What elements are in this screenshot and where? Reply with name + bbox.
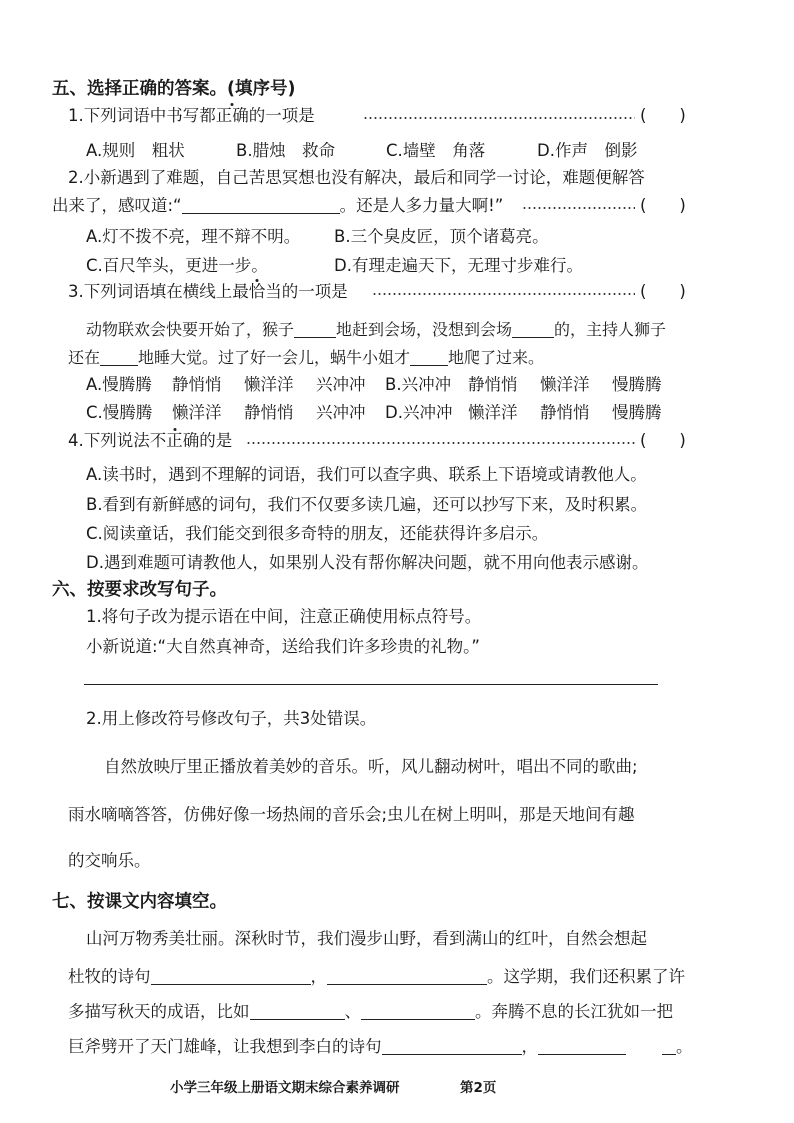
q2-answer-paren: ( ): [640, 196, 686, 215]
q3-blank-1[interactable]: [294, 321, 336, 338]
q3-answer-paren: ( ): [640, 282, 686, 301]
q3-blank-3[interactable]: [100, 349, 138, 366]
q2-option-b: B.三个臭皮匠，顶个诸葛亮。: [334, 227, 549, 246]
q3-blank-4[interactable]: [410, 349, 448, 366]
s7-blank-5[interactable]: [382, 1038, 522, 1055]
q4-option-d: D.遇到难题可请教他人，如果别人没有帮你解决问题，就不用向他表示感谢。: [86, 553, 649, 572]
leader-dots: [363, 117, 635, 119]
s7-line3: 多描写秋天的成语，比如 、 。奔腾不息的长江犹如一把: [68, 1002, 673, 1021]
q2-line1: 2.小新遇到了难题，自己苦思冥想也没有解决，最后和同学一讨论，难题便解答: [68, 168, 645, 187]
s7-blank-6[interactable]: [538, 1038, 626, 1055]
section-6-title: 六、按要求改写句子。: [52, 580, 227, 600]
q4-option-c: C.阅读童话，我们能交到很多奇特的朋友，还能获得许多启示。: [86, 524, 549, 543]
q2-option-a: A.灯不拨不亮，理不辩不明。: [86, 227, 301, 246]
q1-answer-paren: ( ): [640, 106, 686, 125]
s6-q2-para-line1: 自然放映厅里正播放着美妙的音乐。听，风儿翻动树叶，唱出不同的歌曲;: [104, 757, 638, 776]
q1-stem: 1.下列词语中书写都正确的一项是: [68, 106, 315, 125]
q4-answer-paren: ( ): [640, 431, 686, 450]
s7-blank-1[interactable]: [151, 968, 311, 985]
q4-stem: 4.下列说法不正确的是: [68, 431, 233, 450]
q4-option-a: A.读书时，遇到不理解的词语，我们可以查字典、联系上下语境或请教他人。: [86, 465, 647, 484]
leader-dots: [372, 293, 635, 295]
footer-title: 小学三年级上册语文期末综合素养调研: [170, 1080, 400, 1096]
q1-option-d: D.作声 倒影: [537, 141, 638, 160]
s6-q2-para-line2: 雨水嘀嘀答答，仿佛好像一场热闹的音乐会;虫儿在树上明叫，那是天地间有趣: [68, 805, 635, 824]
q3-passage-line2: 还在 地睡大觉。过了好一会儿，蜗牛小姐才 地爬了过来。: [68, 348, 545, 367]
s7-blank-4[interactable]: [361, 1003, 475, 1020]
q1-option-b: B.腊烛 救命: [236, 141, 336, 160]
s7-line1: 山河万物秀美壮丽。深秋时节，我们漫步山野，看到满山的红叶，自然会想起: [86, 929, 647, 948]
leader-dots: [522, 207, 635, 209]
s7-blank-6-tail[interactable]: [662, 1038, 676, 1055]
s7-line2: 杜牧的诗句 ， 。这学期，我们还积累了许: [68, 967, 685, 986]
q4-option-b: B.看到有新鲜感的词句，我们不仅要多读几遍，还可以抄写下来，及时积累。: [86, 495, 648, 514]
section-7-title: 七、按课文内容填空。: [52, 892, 227, 912]
q2-line2: 出来了，感叹道:“ 。还是人多力量大啊!”: [52, 196, 504, 215]
s6-q1-instruction: 1.将句子改为提示语在中间，注意正确使用标点符号。: [86, 607, 482, 626]
q1-option-c: C.墙壁 角落: [386, 141, 486, 160]
s6-q1-sentence: 小新说道:“大自然真神奇，送给我们许多珍贵的礼物。”: [86, 637, 480, 656]
s6-q2-instruction: 2.用上修改符号修改句子，共3处错误。: [86, 709, 377, 728]
s7-blank-3[interactable]: [250, 1003, 345, 1020]
page-number: 第2页: [460, 1080, 497, 1096]
q2-option-c: C.百尺竿头，更进一步。: [86, 256, 268, 275]
q1-option-a: A.规则 粗状: [86, 141, 185, 160]
q3-passage-line1: 动物联欢会快要开始了，猴子 地赶到会场，没想到会场 的，主持人狮子: [86, 320, 667, 339]
s6-q2-para-line3: 的交响乐。: [68, 851, 151, 870]
q2-option-d: D.有理走遍天下，无理寸步难行。: [334, 256, 583, 275]
section-5-title: 五、选择正确的答案。(填序号): [52, 79, 296, 99]
q2-blank[interactable]: [182, 197, 340, 214]
q3-blank-2[interactable]: [512, 321, 554, 338]
answer-line[interactable]: [84, 684, 658, 685]
leader-dots: [246, 442, 635, 444]
q3-stem: 3.下列词语填在横线上最恰当的一项是: [68, 282, 348, 301]
s7-line4: 巨斧劈开了天门雄峰，让我想到李白的诗句 ， 。: [68, 1037, 693, 1056]
s7-blank-2[interactable]: [327, 968, 487, 985]
